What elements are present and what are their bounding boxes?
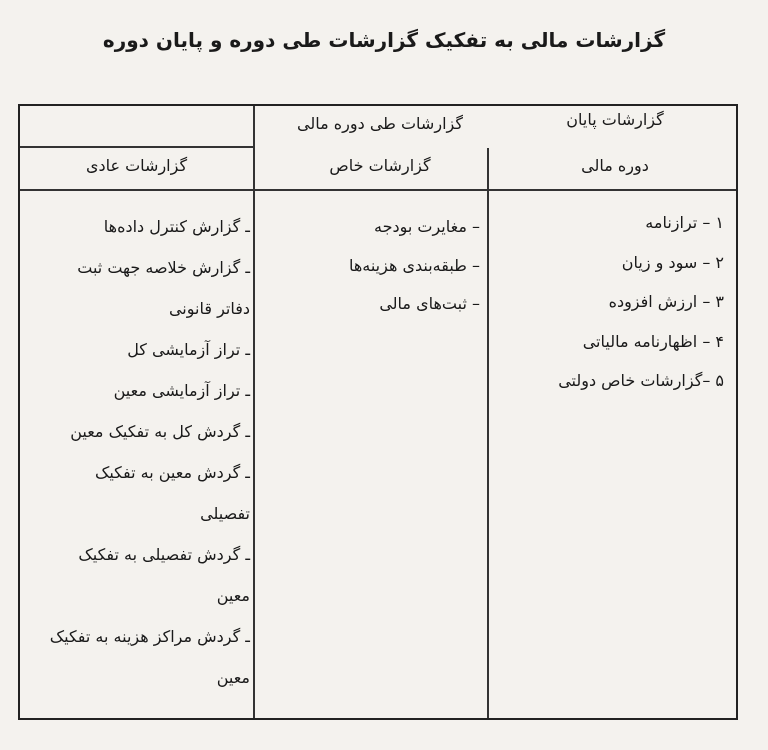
list-item: – مغایرت بودجه <box>374 217 480 236</box>
column-divider-sub <box>487 148 489 718</box>
list-item: ـ گزارش خلاصه جهت ثبت <box>77 258 250 277</box>
list-item: ۲ – سود و زیان <box>621 252 724 272</box>
list-item: ـ گزارش کنترل داده‌ها <box>103 217 250 236</box>
header-end-period-line2: دوره مالی <box>581 156 649 175</box>
end-period-list <box>558 203 724 401</box>
header-divider-sub <box>20 146 253 148</box>
list-item: ـ تراز آزمایشی کل <box>127 340 250 359</box>
list-item: تفصیلی <box>200 504 250 523</box>
list-item: – طبقه‌بندی هزینه‌ها <box>348 255 480 275</box>
header-special-reports: گزارشات خاص <box>329 156 431 175</box>
list-item: معین <box>216 668 250 687</box>
list-item: ـ تراز آزمایشی معین <box>113 381 250 400</box>
header-divider-bottom <box>20 189 736 191</box>
list-item: دفاتر قانونی <box>168 299 250 318</box>
list-item: ۱ – ترازنامه <box>645 213 724 232</box>
list-item: ـ گردش تفصیلی به تفکیک <box>78 545 250 564</box>
list-item: ـ گردش مراکز هزینه به تفکیک <box>49 627 250 646</box>
special-reports-list <box>349 208 480 324</box>
header-regular-reports: گزارشات عادی <box>85 156 188 175</box>
header-during-period: گزارشات طی دوره مالی <box>297 114 463 133</box>
regular-reports-list <box>50 206 250 698</box>
list-item: ـ گردش کل به تفکیک معین <box>70 422 250 441</box>
page-title: گزارشات مالی به تفکیک گزارشات طی دوره و پایان دوره <box>102 28 666 52</box>
list-item: – ثبت‌های مالی <box>379 294 480 313</box>
list-item: ۴ – اظهارنامه مالیاتی <box>582 331 724 351</box>
reports-table <box>18 104 738 720</box>
list-item: ۵ –گزارشات خاص دولتی <box>558 371 724 390</box>
column-divider-main <box>253 106 255 718</box>
header-end-period-line1: گزارشات پایان <box>566 110 664 129</box>
list-item: ـ گردش معین به تفکیک <box>95 463 250 482</box>
list-item: ۳ – ارزش افزوده <box>608 292 724 311</box>
list-item: معین <box>216 586 250 605</box>
